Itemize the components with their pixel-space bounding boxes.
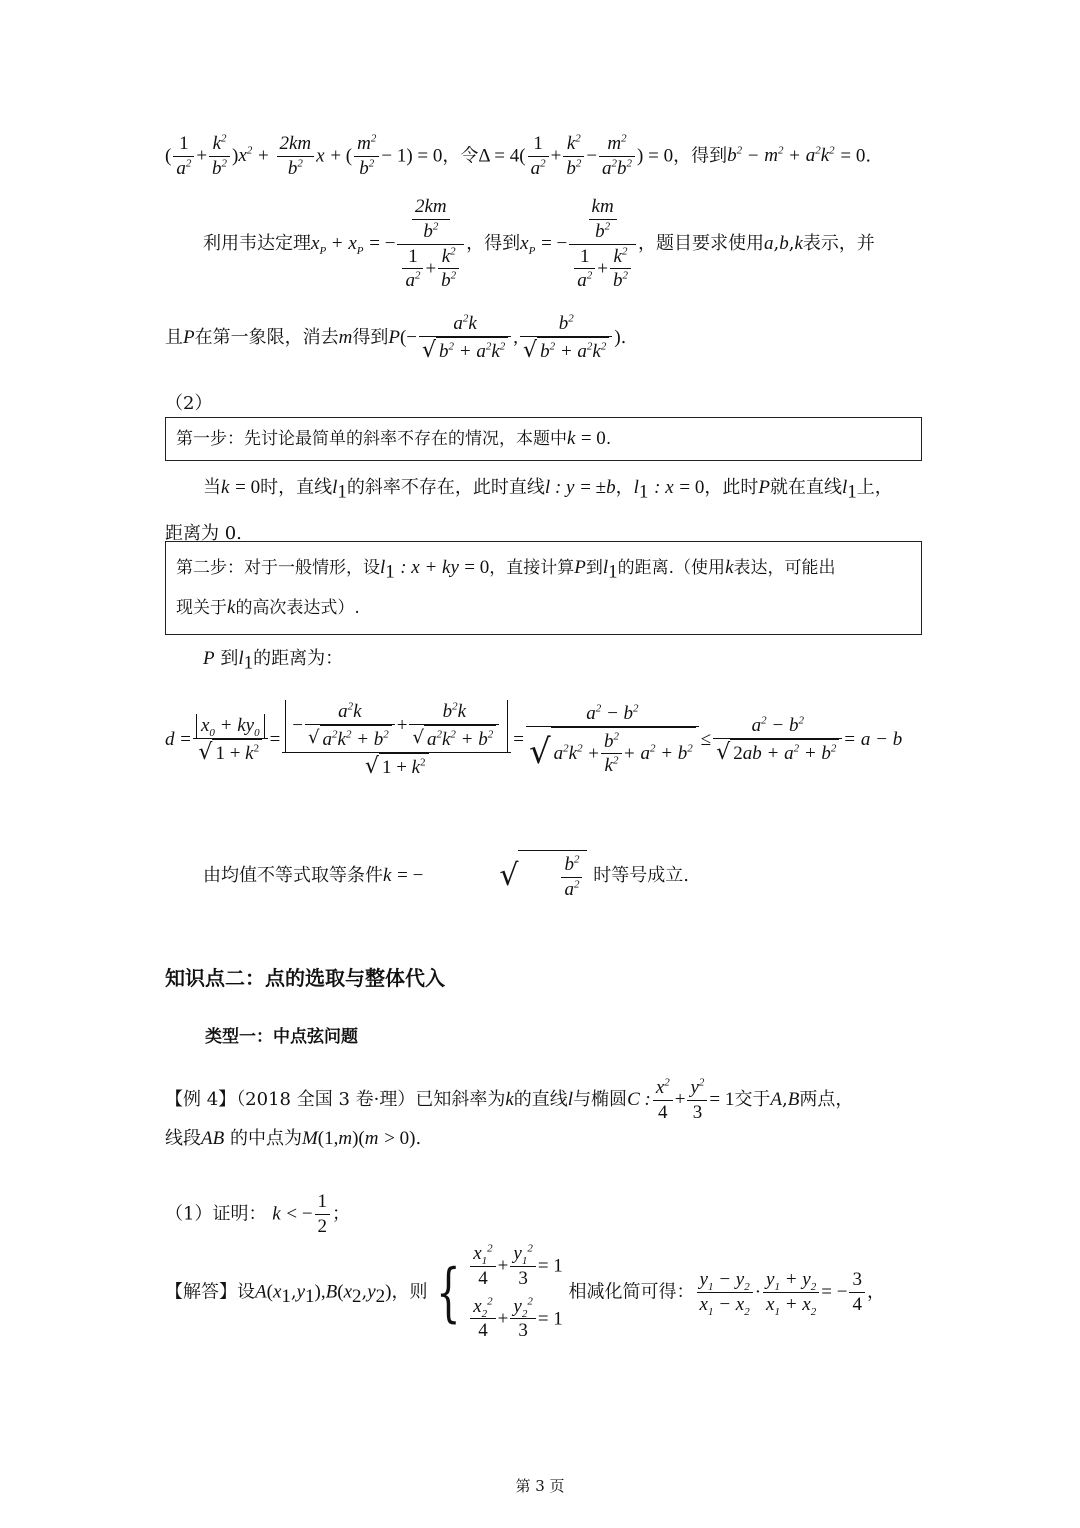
solution-tail: 相减化简可得： <box>568 1281 695 1303</box>
quadratic-end: . <box>865 145 872 167</box>
step2-l2b: 的高次表达式）. <box>235 597 360 618</box>
distance-intro: P 到$l_1$的距离为： <box>203 648 344 674</box>
k0-f: 上， <box>856 477 893 498</box>
solution: 【解答】设$A(x_1,y_1),B(x_2,y_2)$，则 { $\frac{x_1^2}{4}$ + $\frac{y_1^2}{3}$ = 1 $\frac{x_2^2}{4}$ + $\frac{y_2^2}{3}$ = 1 相减化简可得： $\frac{y_1 - y_2}{x_1 - x_2}$ · $\frac{y_1 + y_2}{x_1 + x_2}$ = − $\frac{3}{4}$ ， <box>165 1240 925 1345</box>
quadratic-connector: ，令 <box>442 145 479 167</box>
vieta-tail2: 表示，并 <box>802 233 875 254</box>
step1-text: 第一步：先讨论最简单的斜率不存在的情况，本题中 <box>176 429 567 449</box>
example-label: 【例 4】 <box>165 1089 237 1110</box>
k0-d: ，此时 <box>704 477 759 498</box>
p-coordinates-line: 且P在第一象限，消去m得到P(− $\frac{a^2k}{√ b^2 + a^2k^2}$ , $\frac{b^2}{√ b^2 + a^2k^2}$ ). <box>165 312 627 363</box>
p-line-mid: 在第一象限，消去 <box>194 327 339 349</box>
step2-l1a: 第二步：对于一般情形，设 <box>176 558 380 578</box>
subsection-title: 类型一：中点弦问题 <box>205 1027 358 1047</box>
k0-lead: 当 <box>203 477 221 498</box>
vieta-lead: 利用韦达定理 <box>203 233 311 254</box>
k0-e: 就在直线 <box>769 477 842 498</box>
system-brace: { <box>435 1255 461 1330</box>
example-line2: 线段AB 的中点为M(1,m)(m > 0). <box>165 1128 422 1150</box>
vieta-tail: ，题目要求使用 <box>637 233 764 254</box>
vieta-mid: ，得到 <box>466 233 521 254</box>
k-zero-paragraph: 当k = 0时，直线$l_1$的斜率不存在，此时直线l : y = ±b，$l_1$ : x = 0，此时P就在直线$l_1$上， 距离为 0. <box>165 465 920 556</box>
example-c: 交于 <box>734 1089 771 1110</box>
step2-l1b: ，直接计算 <box>489 558 575 578</box>
part1: （1）证明： k < − $\frac{1}{2}$ ； <box>165 1191 351 1237</box>
example-b: 与椭圆 <box>573 1089 628 1110</box>
page-footer: 第 3 页 <box>515 1477 565 1495</box>
step2-box <box>165 541 922 635</box>
dist-intro-b: 的距离为： <box>253 648 344 669</box>
solution-label: 【解答】设 <box>165 1281 255 1303</box>
p-line-mid2: 得到 <box>352 327 389 349</box>
example-d: 两点， <box>799 1089 854 1110</box>
step1-box: 第一步：先讨论最简单的斜率不存在的情况，本题中k = 0. <box>165 417 922 461</box>
p-line-lead: 且 <box>165 327 183 349</box>
example-source: （2018 全国 3 卷·理）已知斜率为 <box>236 1089 506 1110</box>
part2-label: （2） <box>165 393 213 414</box>
example-l2a: 线段 <box>165 1128 201 1150</box>
part1-end: ； <box>332 1203 351 1225</box>
k0-line2: 距离为 0. <box>165 522 242 544</box>
equality-lead: 由均值不等式取等条件 <box>203 864 383 886</box>
example-4 <box>165 1075 920 1164</box>
example-l2b: 的中点为 <box>229 1128 302 1150</box>
k0-b: 的斜率不存在，此时直线 <box>346 477 545 498</box>
vieta-line: 利用韦达定理$x_P + x_P$ = − $\frac{2km}{b^2}$ $\frac{1}{a^2}$ + $\frac{k^2}{b^2}$ ，得到$x_P$ = − $\frac{km}{b^2}$ $\frac{1}{a^2}$ + $\frac{k^2}{b^2}$ ，题目要求使用a,b,k表示，并 <box>203 196 875 292</box>
solution-mid: ，则 <box>391 1281 428 1303</box>
quadratic-result-connector: ，得到 <box>673 145 728 167</box>
k0-a: 时，直线 <box>260 477 333 498</box>
quadratic-line: ( $\frac{1}{a^2}$ + $\frac{k^2}{b^2}$ )$x^2$ + $\frac{2km}{b^2}$ x + ( $\frac{m^2}{b^2}$ − 1) = 0，令Δ = 4( $\frac{1}{a^2}$ + $\frac{k^2}{b^2}$ − $\frac{m^2}{a^2b^2}$ ) = 0，得到$b^2 - m^2 + a^2k^2 = 0$. <box>165 132 872 179</box>
step2-l1e: 表达，可能出 <box>733 558 836 578</box>
step2-l2a: 现关于 <box>176 597 227 618</box>
equality-tail: 时等号成立. <box>593 864 689 886</box>
part1-label: （1）证明： <box>165 1203 267 1225</box>
solution-end: ， <box>866 1281 885 1303</box>
example-line1: 【例 4】（2018 全国 3 卷·理）已知斜率为k的直线l与椭圆C : $\frac{x^2}{4}$ + $\frac{y^2}{3}$ = 1交于A,B两点， <box>165 1076 854 1123</box>
dist-intro-a: 到 <box>220 648 239 669</box>
step2-l1d: 的距离.（使用 <box>617 558 726 578</box>
p-line-end: . <box>620 327 627 349</box>
step2-line2: 现关于k的高次表达式）. <box>176 596 360 618</box>
step2-l1c: 到 <box>585 558 603 578</box>
example-a: 的直线 <box>513 1089 568 1110</box>
distance-formula: d = $\frac{x_0 + ky_0}{√ 1 + k^2}$ = − $\frac{a^2k}{√ a^2k^2 + b^2}$ + $\frac{b^2k}{√ a^2k^2 + b^2}$ √ $1 + k^2$ = $a^2 - b^2$ √ $a^2k^2$ + $\frac{b^2}{k^2}$ + $a^2 + b^2$ ≤ $\frac{a^2 - b^2}{√ 2ab + a^2 + b^2}$ = a − b <box>165 700 903 779</box>
step2-line1: 第二步：对于一般情形，设$l_1$ : x + ky = 0，直接计算P到$l_1$的距离.（使用k表达，可能出 <box>176 557 836 583</box>
equation-system: $\frac{x_1^2}{4}$ + $\frac{y_1^2}{3}$ = 1 $\frac{x_2^2}{4}$ + $\frac{y_2^2}{3}$ = 1 <box>468 1240 563 1345</box>
equality-condition: 由均值不等式取等条件k = − √ $\frac{b^2}{a^2}$ 时等号成立. <box>165 850 920 902</box>
example-l2c: . <box>415 1128 422 1150</box>
section-title: 知识点二：点的选取与整体代入 <box>165 966 445 990</box>
k0-c: ， <box>615 477 634 498</box>
